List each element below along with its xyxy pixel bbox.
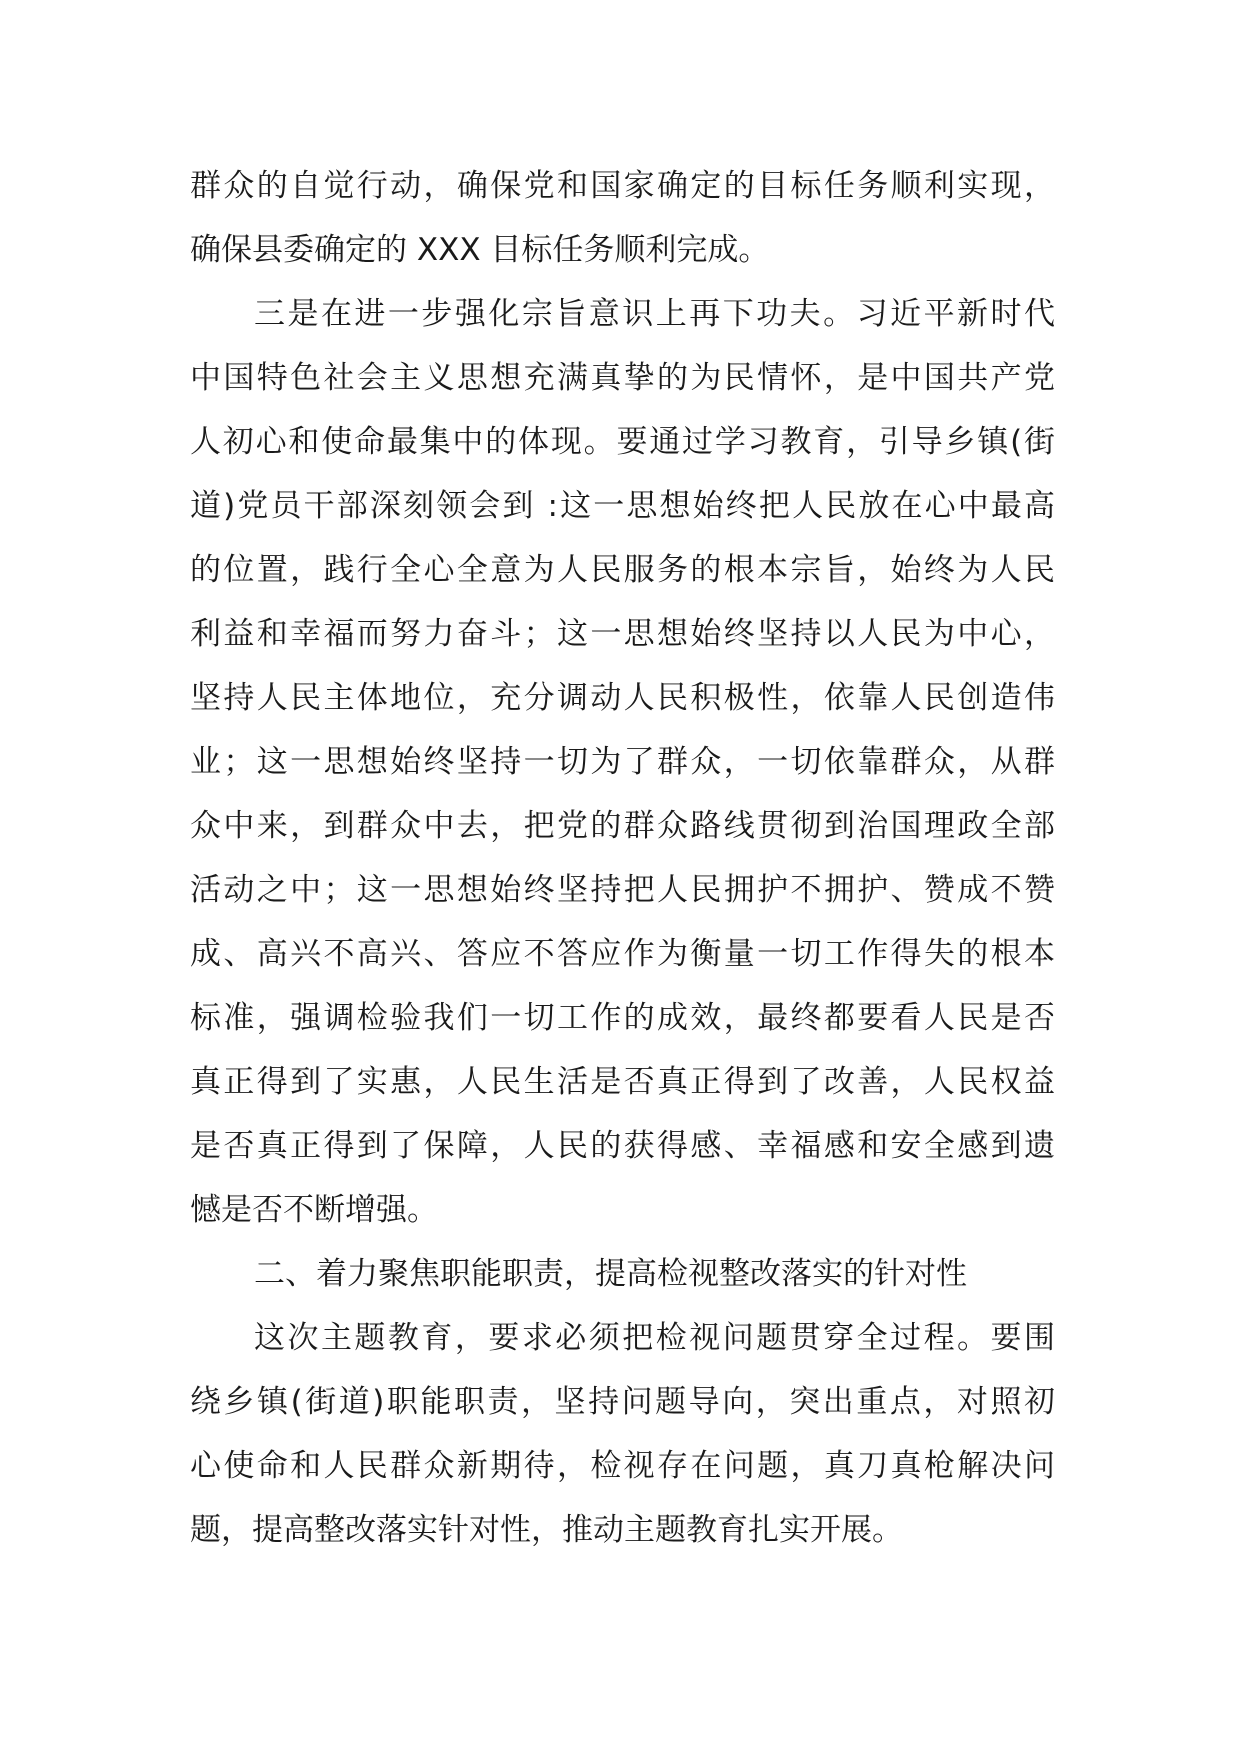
text-line: 活动之中；这一思想始终坚持把人民拥护不拥护、赞成不赞 <box>190 872 1055 908</box>
text-line: 标准，强调检验我们一切工作的成效，最终都要看人民是否 <box>190 1000 1055 1036</box>
text-line: 业；这一思想始终坚持一切为了群众，一切依靠群众，从群 <box>190 744 1055 780</box>
text-line: 这次主题教育，要求必须把检视问题贯穿全过程。要围 <box>254 1320 1055 1356</box>
text-line: 成、高兴不高兴、答应不答应作为衡量一切工作得失的根本 <box>190 936 1055 972</box>
text-line: 确保县委确定的 XXX 目标任务顺利完成。 <box>190 232 770 268</box>
text-line: 憾是否不断增强。 <box>190 1192 438 1228</box>
text-line: 题，提高整改落实针对性，推动主题教育扎实开展。 <box>190 1512 903 1548</box>
text-line: 人初心和使命最集中的体现。要通过学习教育，引导乡镇(街 <box>190 424 1055 460</box>
text-line: 三是在进一步强化宗旨意识上再下功夫。习近平新时代 <box>254 296 1055 332</box>
text-line: 真正得到了实惠，人民生活是否真正得到了改善，人民权益 <box>190 1064 1055 1100</box>
text-line: 中国特色社会主义思想充满真挚的为民情怀，是中国共产党 <box>190 360 1055 396</box>
text-line: 众中来，到群众中去，把党的群众路线贯彻到治国理政全部 <box>190 808 1055 844</box>
text-line: 绕乡镇(街道)职能职责，坚持问题导向，突出重点，对照初 <box>190 1384 1055 1420</box>
section-heading: 二、着力聚焦职能职责，提高检视整改落实的针对性 <box>254 1256 967 1292</box>
text-line: 群众的自觉行动，确保党和国家确定的目标任务顺利实现， <box>190 168 1055 204</box>
text-line: 道)党员干部深刻领会到 :这一思想始终把人民放在心中最高 <box>190 488 1055 524</box>
text-line: 利益和幸福而努力奋斗；这一思想始终坚持以人民为中心， <box>190 616 1055 652</box>
text-line: 心使命和人民群众新期待，检视存在问题，真刀真枪解决问 <box>190 1448 1055 1484</box>
text-line: 是否真正得到了保障，人民的获得感、幸福感和安全感到遗 <box>190 1128 1055 1164</box>
text-line: 的位置，践行全心全意为人民服务的根本宗旨，始终为人民 <box>190 552 1055 588</box>
text-line: 坚持人民主体地位，充分调动人民积极性，依靠人民创造伟 <box>190 680 1055 716</box>
